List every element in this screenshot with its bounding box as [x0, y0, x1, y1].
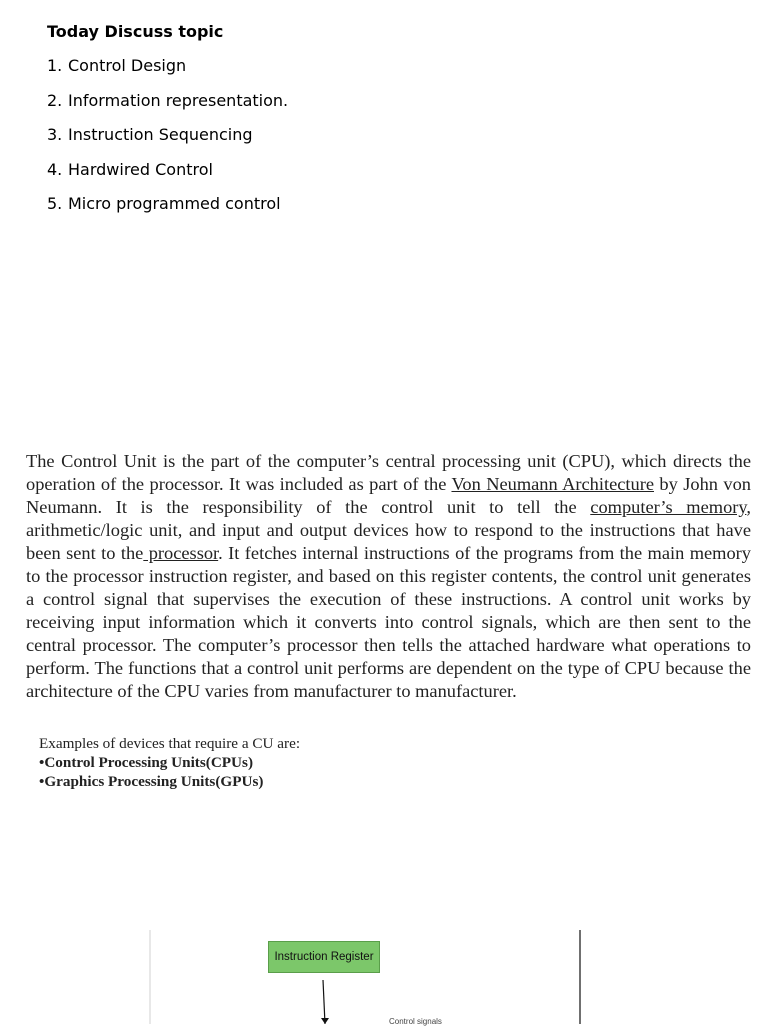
list-item-number: 2.	[47, 90, 63, 110]
list-item	[47, 89, 288, 124]
paragraph-text: by John von Neumann. It is the responsibility of the control unit to tell the	[26, 474, 751, 517]
instruction-register-box: Instruction Register	[268, 941, 380, 973]
list-item-number: 4.	[47, 159, 63, 179]
von-neumann-link[interactable]: Von Neumann Architecture	[451, 474, 654, 494]
list-item-label: Instruction Sequencing	[68, 125, 253, 144]
example-item: •Graphics Processing Units(GPUs)	[39, 773, 264, 790]
topics-title: Today Discuss topic	[47, 22, 224, 41]
list-item-label: Control Design	[68, 56, 187, 75]
control-unit-diagram	[0, 920, 768, 1024]
list-item	[47, 192, 288, 227]
topics-list	[47, 54, 288, 227]
list-item-number: 1.	[47, 56, 63, 75]
list-item	[47, 54, 288, 89]
computers-memory-link[interactable]: computer’s memory	[590, 497, 747, 517]
processor-link[interactable]: processor	[143, 543, 219, 563]
diagram-lines	[0, 920, 768, 1024]
example-item: •Control Processing Units(CPUs)	[39, 754, 253, 771]
list-item	[47, 158, 288, 193]
paragraph-text: The Control Unit is the part of the computer’s central processing unit (CPU), which directs the operation of the processor. It was included as part of the	[26, 451, 751, 494]
arrow-line	[323, 980, 325, 1024]
control-unit-paragraph	[26, 450, 751, 703]
list-item-label: Micro programmed control	[68, 194, 281, 213]
topics-section	[47, 20, 288, 227]
list-item-number: 5.	[47, 194, 63, 213]
examples-intro: Examples of devices that require a CU are:	[39, 735, 301, 752]
list-item-number: 3.	[47, 125, 63, 144]
examples-section	[39, 734, 300, 791]
paragraph-text: , arithmetic/logic unit, and input and output devices how to respond to the instructions that have been sent to the	[26, 497, 751, 563]
list-item-label: Information representation.	[68, 90, 289, 110]
list-item	[47, 123, 288, 158]
control-signals-label: Control signals	[389, 1017, 442, 1026]
paragraph-text: . It fetches internal instructions of the programs from the main memory to the processor instruction register, and based on this register contents, the control unit generates a control signal that supervises the execution of these instructions. A control unit works by receiving input information which it converts into control signals, which are then sent to the central processor. The computer’s processor then tells the attached hardware what operations to perform. The functions that a control unit performs are dependent on the type of CPU because the architecture of the CPU varies from manufacturer to manufacturer.	[26, 543, 751, 701]
arrow-head-icon	[321, 1018, 329, 1024]
list-item-label: Hardwired Control	[68, 159, 213, 179]
